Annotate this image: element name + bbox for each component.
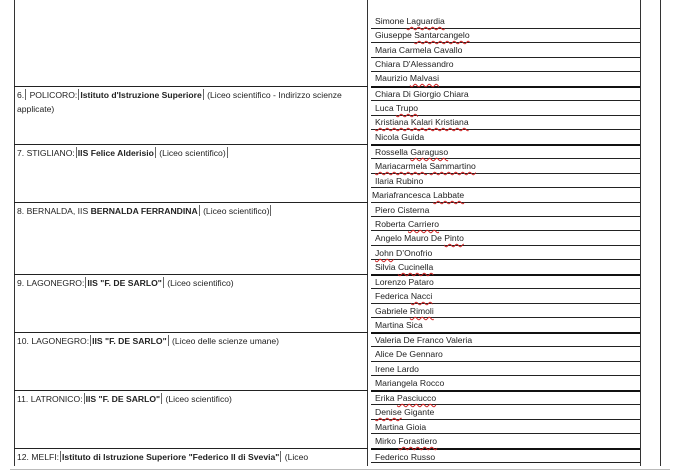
school-type: (Liceo scientifico) (159, 148, 226, 158)
field-marker (76, 147, 77, 158)
student-surname: Pinto (444, 233, 464, 243)
table-right-border (660, 0, 661, 466)
field-marker (199, 205, 200, 216)
school-type: (Liceo scientifico) (203, 206, 270, 216)
student-name: Roberta Carriero (375, 219, 440, 229)
row-separator (14, 390, 368, 391)
school-cell (17, 450, 367, 464)
student-name: Mirko Forastiero (375, 436, 438, 446)
row-separator (14, 86, 368, 87)
school-city: STIGLIANO: (26, 148, 75, 158)
field-marker (161, 393, 162, 404)
student-name: Luca Trupo (375, 103, 419, 113)
school-type: (Liceo scientifico) (165, 394, 232, 404)
school-cell (17, 146, 367, 160)
student-name: Alice De Gennaro (375, 349, 443, 359)
student-name: Maria Carmela Cavallo (375, 45, 463, 55)
student-name: Lorenzo Pataro (375, 277, 434, 287)
school-city: LATRONICO: (30, 394, 83, 404)
student-name: Chiara Di Giorgio Chiara (375, 89, 469, 99)
school-name: Istituto d'Istruzione Superiore (80, 90, 202, 100)
student-surname: Labbate (433, 190, 465, 200)
row-separator (14, 274, 368, 275)
student-first: Mariacarmela (375, 161, 428, 171)
student-name: Mariafrancesca Labbate (372, 190, 465, 200)
field-marker (227, 147, 228, 158)
school-name: IIS "F. DE SARLO" (92, 336, 167, 346)
table-left-border (14, 0, 15, 466)
school-type: (Liceo scientifico) (167, 278, 234, 288)
field-marker (25, 89, 26, 100)
student-name: Valeria De Franco Valeria (375, 335, 473, 345)
school-name: IIS Felice Alderisio (77, 148, 154, 158)
school-number: 9. (17, 278, 25, 288)
field-marker (60, 451, 61, 462)
student-name: Martina Gioia (375, 422, 427, 432)
school-number: 8. (17, 206, 25, 216)
column-divider (367, 0, 368, 466)
field-marker (163, 277, 164, 288)
school-cell (17, 276, 367, 290)
field-marker (280, 451, 281, 462)
student-surname: Cucinella (397, 262, 434, 272)
student-name (375, 115, 640, 129)
student-surname: Santarcangelo (414, 30, 470, 40)
school-name: BERNALDA FERRANDINA (90, 206, 198, 216)
school-number: 10. (17, 336, 29, 346)
field-marker (155, 147, 156, 158)
school-city: MELFI: (31, 452, 60, 462)
school-city: POLICORO: (29, 90, 78, 100)
student-name (375, 159, 640, 173)
row-separator (14, 332, 368, 333)
school-type: (Liceo (284, 452, 309, 462)
student-surname: Laguardia (406, 16, 445, 26)
student-name: Martina Sica (375, 320, 423, 330)
student-name: Simone Laguardia (375, 16, 445, 26)
student-name: Nicola Guida (375, 132, 425, 142)
student-surname: Pasciucco (396, 393, 437, 403)
student-name: Mariangela Rocco (375, 378, 445, 388)
school-cell (17, 88, 367, 116)
student-surname: Forastiero (398, 436, 438, 446)
student-name: Piero Cisterna (375, 205, 430, 215)
student-name: Maurizio Malvasi (375, 73, 440, 83)
student-first: Denise (375, 407, 402, 417)
student-surname: Garaguso (410, 147, 449, 157)
student-full: Kristiana Kalari Kristiana (375, 117, 469, 127)
student-name: Rossella Garaguso (375, 147, 449, 157)
student-name: John D’Onofrio (375, 248, 433, 258)
student-name: Ilaria Rubino (375, 176, 424, 186)
student-surname: Trupo (395, 103, 419, 113)
student-name: Gabriele Rimoli (375, 306, 434, 316)
school-type: (Liceo delle scienze umane) (172, 336, 280, 346)
student-surname: Sammartino (429, 161, 476, 171)
student-surname: Nacci (410, 291, 433, 301)
student-name: Federica Nacci (375, 291, 433, 301)
names-right-border (640, 0, 641, 466)
school-name: IIS "F. DE SARLO" (85, 394, 161, 404)
student-name: Erika Pasciucco (375, 393, 437, 403)
student-name: Denise Gigante (375, 407, 435, 417)
student-name: Chiara D'Alessandro (375, 59, 454, 69)
page-bottom-rule (10, 469, 670, 470)
school-number: 7. (17, 148, 25, 158)
school-name: IIS "F. DE SARLO" (87, 278, 162, 288)
student-surname: Rimoli (409, 306, 434, 316)
row-separator (14, 448, 368, 449)
student-name: Irene Lardo (375, 364, 419, 374)
student-name: Angelo Mauro De Pinto (375, 233, 464, 243)
school-cell (17, 204, 367, 218)
field-marker (84, 393, 85, 404)
student-name: Giuseppe Santarcangelo (375, 30, 470, 40)
school-city: BERNALDA, IIS (26, 206, 89, 216)
school-number: 6. (17, 90, 25, 100)
school-type: (Liceo scientifico - Indirizzo scienze applicate) (17, 90, 342, 114)
school-city: LAGONEGRO: (26, 278, 85, 288)
school-cell (17, 392, 367, 406)
row-separator (14, 202, 368, 203)
school-city: LAGONEGRO: (31, 336, 90, 346)
row-separator (14, 144, 368, 145)
student-name: Federico Russo (375, 452, 436, 462)
field-marker (90, 335, 91, 346)
school-number: 11. (17, 394, 29, 404)
student-name: Silvia Cucinella (375, 262, 434, 272)
school-number: 12. (17, 452, 29, 462)
student-surname: Malvasi (409, 73, 440, 83)
school-name: Istituto di Istruzione Superiore "Federico II di Svevia" (62, 452, 280, 462)
field-marker (168, 335, 169, 346)
field-marker (270, 205, 271, 216)
student-first: John (375, 248, 394, 258)
school-cell (17, 334, 367, 348)
student-surname: Carriero (407, 219, 440, 229)
field-marker (203, 89, 204, 100)
